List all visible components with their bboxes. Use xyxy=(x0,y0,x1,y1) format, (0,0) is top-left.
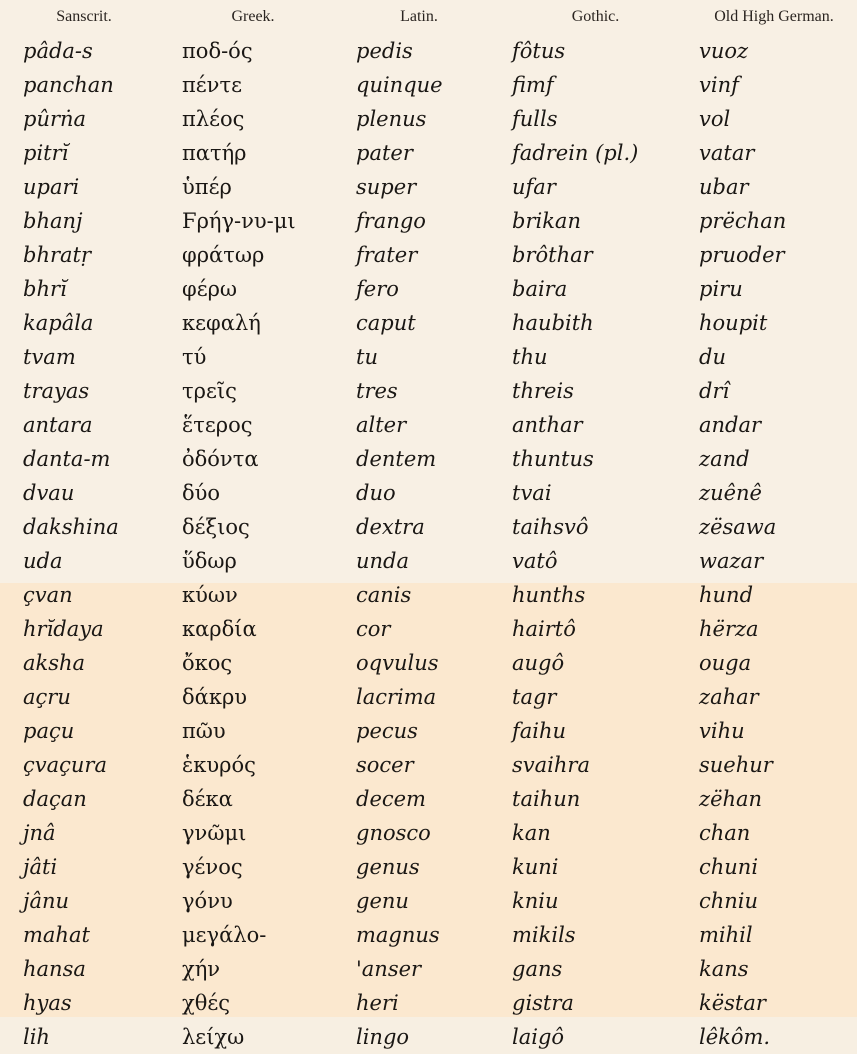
greek-cell: τρεῖς xyxy=(182,379,237,403)
table-body xyxy=(0,34,857,1054)
greek-cell: γόνυ xyxy=(182,889,233,913)
sanscrit-cell: bhanj xyxy=(23,209,83,233)
gothic-cell: thuntus xyxy=(512,447,594,471)
old-high-german-cell: kans xyxy=(699,957,749,981)
greek-cell: δέξιος xyxy=(182,515,250,539)
old-high-german-cell: wazar xyxy=(699,549,764,573)
column-header-old-high-german: Old High German. xyxy=(714,8,834,25)
old-high-german-cell: pruoder xyxy=(699,243,785,267)
table-row xyxy=(0,952,857,986)
latin-cell: pedis xyxy=(356,39,413,63)
gothic-cell: brikan xyxy=(512,209,581,233)
gothic-cell: tagr xyxy=(512,685,557,709)
latin-cell: cor xyxy=(356,617,391,641)
latin-cell: fero xyxy=(356,277,399,301)
old-high-german-cell: chuni xyxy=(699,855,759,879)
old-high-german-cell: vatar xyxy=(699,141,755,165)
column-header-greek: Greek. xyxy=(231,8,275,25)
old-high-german-cell: këstar xyxy=(699,991,766,1015)
table-row xyxy=(0,612,857,646)
latin-cell: heri xyxy=(356,991,399,1015)
old-high-german-cell: hund xyxy=(699,583,754,607)
gothic-cell: vatô xyxy=(512,549,558,573)
old-high-german-cell: prëchan xyxy=(699,209,787,233)
greek-cell: πλέος xyxy=(182,107,245,131)
latin-cell: 'anser xyxy=(356,957,422,981)
greek-cell: γνῶμι xyxy=(182,821,247,845)
sanscrit-cell: çvaçura xyxy=(23,753,107,777)
old-high-german-cell: zësawa xyxy=(699,515,777,539)
sanscrit-cell: çvan xyxy=(23,583,73,607)
sanscrit-cell: aksha xyxy=(23,651,86,675)
old-high-german-cell: drî xyxy=(699,379,730,403)
latin-cell: frango xyxy=(356,209,426,233)
gothic-cell: kan xyxy=(512,821,551,845)
gothic-cell: thu xyxy=(512,345,548,369)
gothic-cell: anthar xyxy=(512,413,583,437)
gothic-cell: ufar xyxy=(512,175,556,199)
latin-cell: unda xyxy=(356,549,410,573)
greek-cell: δέκα xyxy=(182,787,233,811)
sanscrit-cell: dakshina xyxy=(23,515,119,539)
column-header-gothic: Gothic. xyxy=(571,8,620,25)
gothic-cell: svaihra xyxy=(512,753,590,777)
greek-cell: πατήρ xyxy=(182,141,247,165)
table-row xyxy=(0,578,857,612)
greek-cell: ποδ-ός xyxy=(182,39,253,63)
gothic-cell: baira xyxy=(512,277,568,301)
old-high-german-cell: chniu xyxy=(699,889,759,913)
sanscrit-cell: trayas xyxy=(23,379,90,403)
sanscrit-cell: bhrĭ xyxy=(23,277,67,301)
greek-cell: χήν xyxy=(182,957,221,981)
greek-cell: τύ xyxy=(182,345,207,369)
latin-cell: socer xyxy=(356,753,414,777)
table-row xyxy=(0,510,857,544)
sanscrit-cell: kapâla xyxy=(23,311,94,335)
table-row xyxy=(0,408,857,442)
sanscrit-cell: jâti xyxy=(23,855,58,879)
latin-cell: pater xyxy=(356,141,413,165)
table-row xyxy=(0,884,857,918)
sanscrit-cell: jnâ xyxy=(23,821,56,845)
gothic-cell: hunths xyxy=(512,583,586,607)
column-header-sanscrit: Sanscrit. xyxy=(56,8,112,25)
latin-cell: decem xyxy=(356,787,426,811)
latin-cell: super xyxy=(356,175,417,199)
table-row xyxy=(0,272,857,306)
greek-cell: πῶυ xyxy=(182,719,226,743)
table-row xyxy=(0,646,857,680)
table-row xyxy=(0,340,857,374)
gothic-cell: augô xyxy=(512,651,565,675)
greek-cell: ὀδόντα xyxy=(182,447,259,471)
old-high-german-cell: chan xyxy=(699,821,751,845)
gothic-cell: threis xyxy=(512,379,574,403)
sanscrit-cell: açru xyxy=(23,685,71,709)
old-high-german-cell: vol xyxy=(699,107,731,131)
old-high-german-cell: vihu xyxy=(699,719,745,743)
latin-cell: dextra xyxy=(356,515,425,539)
gothic-cell: hairtô xyxy=(512,617,576,641)
table-row xyxy=(0,782,857,816)
latin-cell: tres xyxy=(356,379,398,403)
table-row xyxy=(0,816,857,850)
table-row xyxy=(0,442,857,476)
gothic-cell: fimf xyxy=(512,73,554,97)
greek-cell: μεγάλο- xyxy=(182,923,267,947)
gothic-cell: tvai xyxy=(512,481,552,505)
gothic-cell: gans xyxy=(512,957,563,981)
greek-cell: πέντε xyxy=(182,73,242,97)
old-high-german-cell: lêkôm. xyxy=(699,1025,771,1049)
sanscrit-cell: uda xyxy=(23,549,63,573)
greek-cell: λείχω xyxy=(182,1025,245,1049)
latin-cell: magnus xyxy=(356,923,440,947)
header-row xyxy=(0,0,857,34)
gothic-cell: kuni xyxy=(512,855,559,879)
greek-cell: φέρω xyxy=(182,277,238,301)
sanscrit-cell: mahat xyxy=(23,923,90,947)
greek-cell: φράτωρ xyxy=(182,243,265,267)
sanscrit-cell: bhratṛ xyxy=(23,243,92,267)
table-row xyxy=(0,238,857,272)
sanscrit-cell: upari xyxy=(23,175,80,199)
latin-cell: duo xyxy=(356,481,396,505)
sanscrit-cell: panchan xyxy=(23,73,114,97)
sanscrit-cell: pûrṅa xyxy=(23,107,87,131)
table-row xyxy=(0,1020,857,1054)
greek-cell: Ϝρήγ-νυ-μι xyxy=(182,209,296,233)
gothic-cell: haubith xyxy=(512,311,594,335)
sanscrit-cell: antara xyxy=(23,413,93,437)
latin-cell: pecus xyxy=(356,719,418,743)
old-high-german-cell: zuênê xyxy=(699,481,762,505)
sanscrit-cell: jânu xyxy=(23,889,70,913)
greek-cell: ἕτερος xyxy=(182,413,253,437)
latin-cell: tu xyxy=(356,345,378,369)
greek-cell: καρδία xyxy=(182,617,257,641)
latin-cell: gnosco xyxy=(356,821,431,845)
old-high-german-cell: piru xyxy=(699,277,743,301)
sanscrit-cell: hansa xyxy=(23,957,86,981)
greek-cell: δάκρυ xyxy=(182,685,248,709)
gothic-cell: fulls xyxy=(512,107,558,131)
gothic-cell: faihu xyxy=(512,719,567,743)
greek-cell: κεφαλή xyxy=(182,311,261,335)
latin-cell: plenus xyxy=(356,107,427,131)
latin-cell: genu xyxy=(356,889,409,913)
gothic-cell: brôthar xyxy=(512,243,593,267)
latin-cell: quinque xyxy=(356,73,443,97)
gothic-cell: kniu xyxy=(512,889,559,913)
latin-cell: alter xyxy=(356,413,407,437)
old-high-german-cell: andar xyxy=(699,413,762,437)
old-high-german-cell: vuoz xyxy=(699,39,749,63)
greek-cell: δύο xyxy=(182,481,221,505)
old-high-german-cell: ouga xyxy=(699,651,752,675)
old-high-german-cell: houpit xyxy=(699,311,768,335)
sanscrit-cell: pâda-s xyxy=(23,39,93,63)
gothic-cell: taihsvô xyxy=(512,515,589,539)
greek-cell: ὄκος xyxy=(182,651,233,675)
table-row xyxy=(0,204,857,238)
sanscrit-cell: lih xyxy=(23,1025,50,1049)
old-high-german-cell: zëhan xyxy=(699,787,763,811)
table-row xyxy=(0,680,857,714)
table-row xyxy=(0,918,857,952)
table-row xyxy=(0,544,857,578)
greek-cell: χθές xyxy=(182,991,231,1015)
old-high-german-cell: mihil xyxy=(699,923,753,947)
table-row xyxy=(0,748,857,782)
old-high-german-cell: zand xyxy=(699,447,750,471)
sanscrit-cell: hrĭdaya xyxy=(23,617,104,641)
sanscrit-cell: paçu xyxy=(23,719,75,743)
table-row xyxy=(0,306,857,340)
gothic-cell: fadrein (pl.) xyxy=(512,141,639,165)
table-row xyxy=(0,68,857,102)
table-row xyxy=(0,986,857,1020)
sanscrit-cell: daçan xyxy=(23,787,87,811)
latin-cell: caput xyxy=(356,311,416,335)
sanscrit-cell: hyas xyxy=(23,991,72,1015)
old-high-german-cell: hërza xyxy=(699,617,759,641)
sanscrit-cell: danta-m xyxy=(23,447,111,471)
latin-cell: lingo xyxy=(356,1025,410,1049)
old-high-german-cell: suehur xyxy=(699,753,773,777)
latin-cell: canis xyxy=(356,583,412,607)
gothic-cell: taihun xyxy=(512,787,581,811)
latin-cell: dentem xyxy=(356,447,437,471)
table-row xyxy=(0,714,857,748)
gothic-cell: mikils xyxy=(512,923,576,947)
gothic-cell: gistra xyxy=(512,991,574,1015)
table-row xyxy=(0,850,857,884)
greek-cell: ὕδωρ xyxy=(182,549,237,573)
latin-cell: oqvulus xyxy=(356,651,439,675)
latin-cell: genus xyxy=(356,855,420,879)
old-high-german-cell: du xyxy=(699,345,726,369)
greek-cell: κύων xyxy=(182,583,238,607)
table-row xyxy=(0,102,857,136)
old-high-german-cell: zahar xyxy=(699,685,759,709)
latin-cell: frater xyxy=(356,243,418,267)
table-row xyxy=(0,374,857,408)
old-high-german-cell: ubar xyxy=(699,175,749,199)
latin-cell: lacrima xyxy=(356,685,437,709)
greek-cell: ἑκυρός xyxy=(182,753,256,777)
greek-cell: γένος xyxy=(182,855,243,879)
sanscrit-cell: pitrĭ xyxy=(23,141,69,165)
sanscrit-cell: tvam xyxy=(23,345,76,369)
table-row xyxy=(0,136,857,170)
greek-cell: ὑπέρ xyxy=(182,175,232,199)
table-row xyxy=(0,476,857,510)
table-row xyxy=(0,170,857,204)
sanscrit-cell: dvau xyxy=(23,481,75,505)
gothic-cell: laigô xyxy=(512,1025,565,1049)
column-header-latin: Latin. xyxy=(400,8,438,25)
gothic-cell: fôtus xyxy=(512,39,566,63)
table-row xyxy=(0,34,857,68)
old-high-german-cell: vinf xyxy=(699,73,739,97)
